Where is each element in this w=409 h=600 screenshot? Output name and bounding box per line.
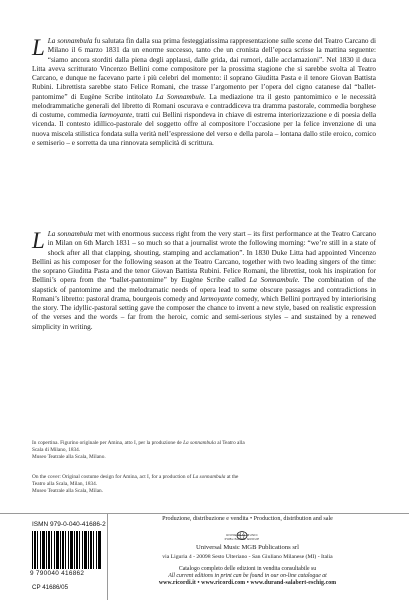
- drop-cap-english: L: [32, 228, 45, 254]
- catalog-line-english: All current editions in print can be found in our on-line catalogue at: [168, 573, 327, 580]
- cover-credit-text: at the Teatro alla Scala, Milan, 1834.: [32, 474, 239, 488]
- cover-credit-title: La sonnambula: [192, 474, 226, 480]
- cover-credit-text: al Teatro alla Scala di Milano, 1834.: [32, 440, 245, 454]
- cover-credit-museum: Museo Teatrale alla Scala, Milan.: [32, 488, 104, 495]
- paragraph-text: , tratti cui Bellini rispondeva in chiave di estrema interiorizzazione e di poesia della vicenda. Il contesto idillico-pastorale del soggetto offre al compositore l’occasione per la felice invenzione di una nuova miscela stilistica fondata sulla verità nell’espressione del verso e della parola – lontana dallo stile eroico, comico e semiserio – e sorretta da una rinnovata semplicità di scrittura.: [32, 111, 377, 147]
- publisher-name: Universal Music MGB Publications srl: [196, 544, 299, 551]
- cover-credit-text: On the cover: Original costume design for Amina, act I, for a production of: [32, 474, 193, 480]
- genre-term: larmoyante: [99, 111, 133, 120]
- ballet-title: La Somnambule: [249, 276, 298, 285]
- barcode: [32, 531, 102, 569]
- cover-credit-museum: Museo Teatrale alla Scala, Milano.: [32, 454, 106, 461]
- catalog-info: [115, 566, 380, 588]
- english-paragraph: [32, 230, 376, 332]
- cover-credit-italian: [32, 440, 252, 461]
- cover-credit-title: La sonnambula: [183, 440, 216, 446]
- genre-term: larmoyante: [200, 294, 233, 303]
- drop-cap-italian: L: [32, 35, 45, 61]
- paragraph-text: met with enormous success right from the very start – its first performance at the Teatro Carcano in Milan on 6th March 1831 – so much so that a journalist wrote the following morning: “we’re still in a state of shock after all that clapping, shouting, stamping and acclamation”. In 1830 Duke Litta had appointed Vincenzo Bellini as his composer for the following season at the Teatro Carcano, together with two leading singers of the time: the soprano Giuditta Pasta and the tenor Giovan Battista Rubini. Felice Romani, the librettist, took his inspiration for Bellini’s opera from the “ballet-pantomime” by Eugène Scribe called: [32, 230, 376, 285]
- logo-text: UNIVERSAL MUSIC PUBLISHING GROUP: [224, 533, 260, 541]
- italian-paragraph: [32, 37, 376, 148]
- vertical-divider: [107, 513, 108, 600]
- catalog-line-italian: Catalogo completo delle edizioni in vendita consultabile su: [178, 566, 317, 572]
- credits-block: [0, 513, 409, 600]
- universal-music-logo: [222, 527, 262, 541]
- catalog-urls[interactable]: www.ricordi.it • www.ricordi.com • www.durand-salabert-eschig.com: [158, 580, 337, 587]
- production-line: Produzione, distribuzione e vendita • Production, distribution and sale: [162, 516, 333, 522]
- paragraph-text: comedy, which Bellini portrayed by interiorising the story. The idyllic-pastoral setting gave the composer the chance to invent a new style, based on realistic expression of the verses and the words – far from the heroic, comic and semi-serious styles – and sustained by a renewed simplicity in writing.: [32, 294, 376, 331]
- cover-credit-text: In copertina. Figurino originale per Amina, atto I, per la produzione de: [32, 440, 184, 446]
- publisher-address: via Liguria 4 - 20098 Sesto Ulteriano - San Giuliano Milanese (MI) - Italia: [162, 554, 333, 560]
- paragraph-text: . The combination of the slapstick of pantomime and the melodramatic needs of opera lead to some obscure passages and contradictions in Romani’s libretto: pastoral drama, bourgeois comedy and: [32, 276, 376, 303]
- ballet-title: La Somnambule: [155, 92, 205, 101]
- paragraph-text: fu salutata fin dalla sua prima festeggiatissima rappresentazione sulle scene del Teatro Carcano di Milano il 6 marzo 1831 da un enorme successo, tanto che un cronista dell’epoca scrisse la mattina seguente: “siamo ancora storditi dalla piena degli applausi, dalle grida, dai rumori, dalle acclamazioni”. Nel 1830 il duca Litta aveva scritturato Vincenzo Bellini come compositore per la prossima stagione che si sarebbe svolta al Teatro Carcano, e dunque ne facevano parte i più celebri del momento: il soprano Giuditta Pasta e il tenore Giovan Battista Rubini. Librettista sarebbe stato Felice Romani, che trasse l’argomento per l’opera del cigno catanese dal “ballet-pantomime” di Eugène Scribe intitolato: [32, 37, 376, 101]
- barcode-digits: 9 790040 416862: [30, 570, 85, 577]
- paragraph-text: . La mediazione tra il gesto pantomimico e le necessità melodrammatiche generali del libretto di Romani oscurava e contraddiceva tra dramma pastorale, commedia borghese di costume, commedia: [32, 92, 376, 120]
- opera-title: La sonnambula: [47, 37, 93, 46]
- opera-title: La sonnambula: [47, 230, 93, 239]
- cover-credit-english: [32, 474, 252, 495]
- ismn-number: ISMN 979-0-040-41686-2: [32, 521, 106, 528]
- catalog-code: CP 41686/05: [32, 584, 69, 591]
- horizontal-divider: [0, 513, 409, 514]
